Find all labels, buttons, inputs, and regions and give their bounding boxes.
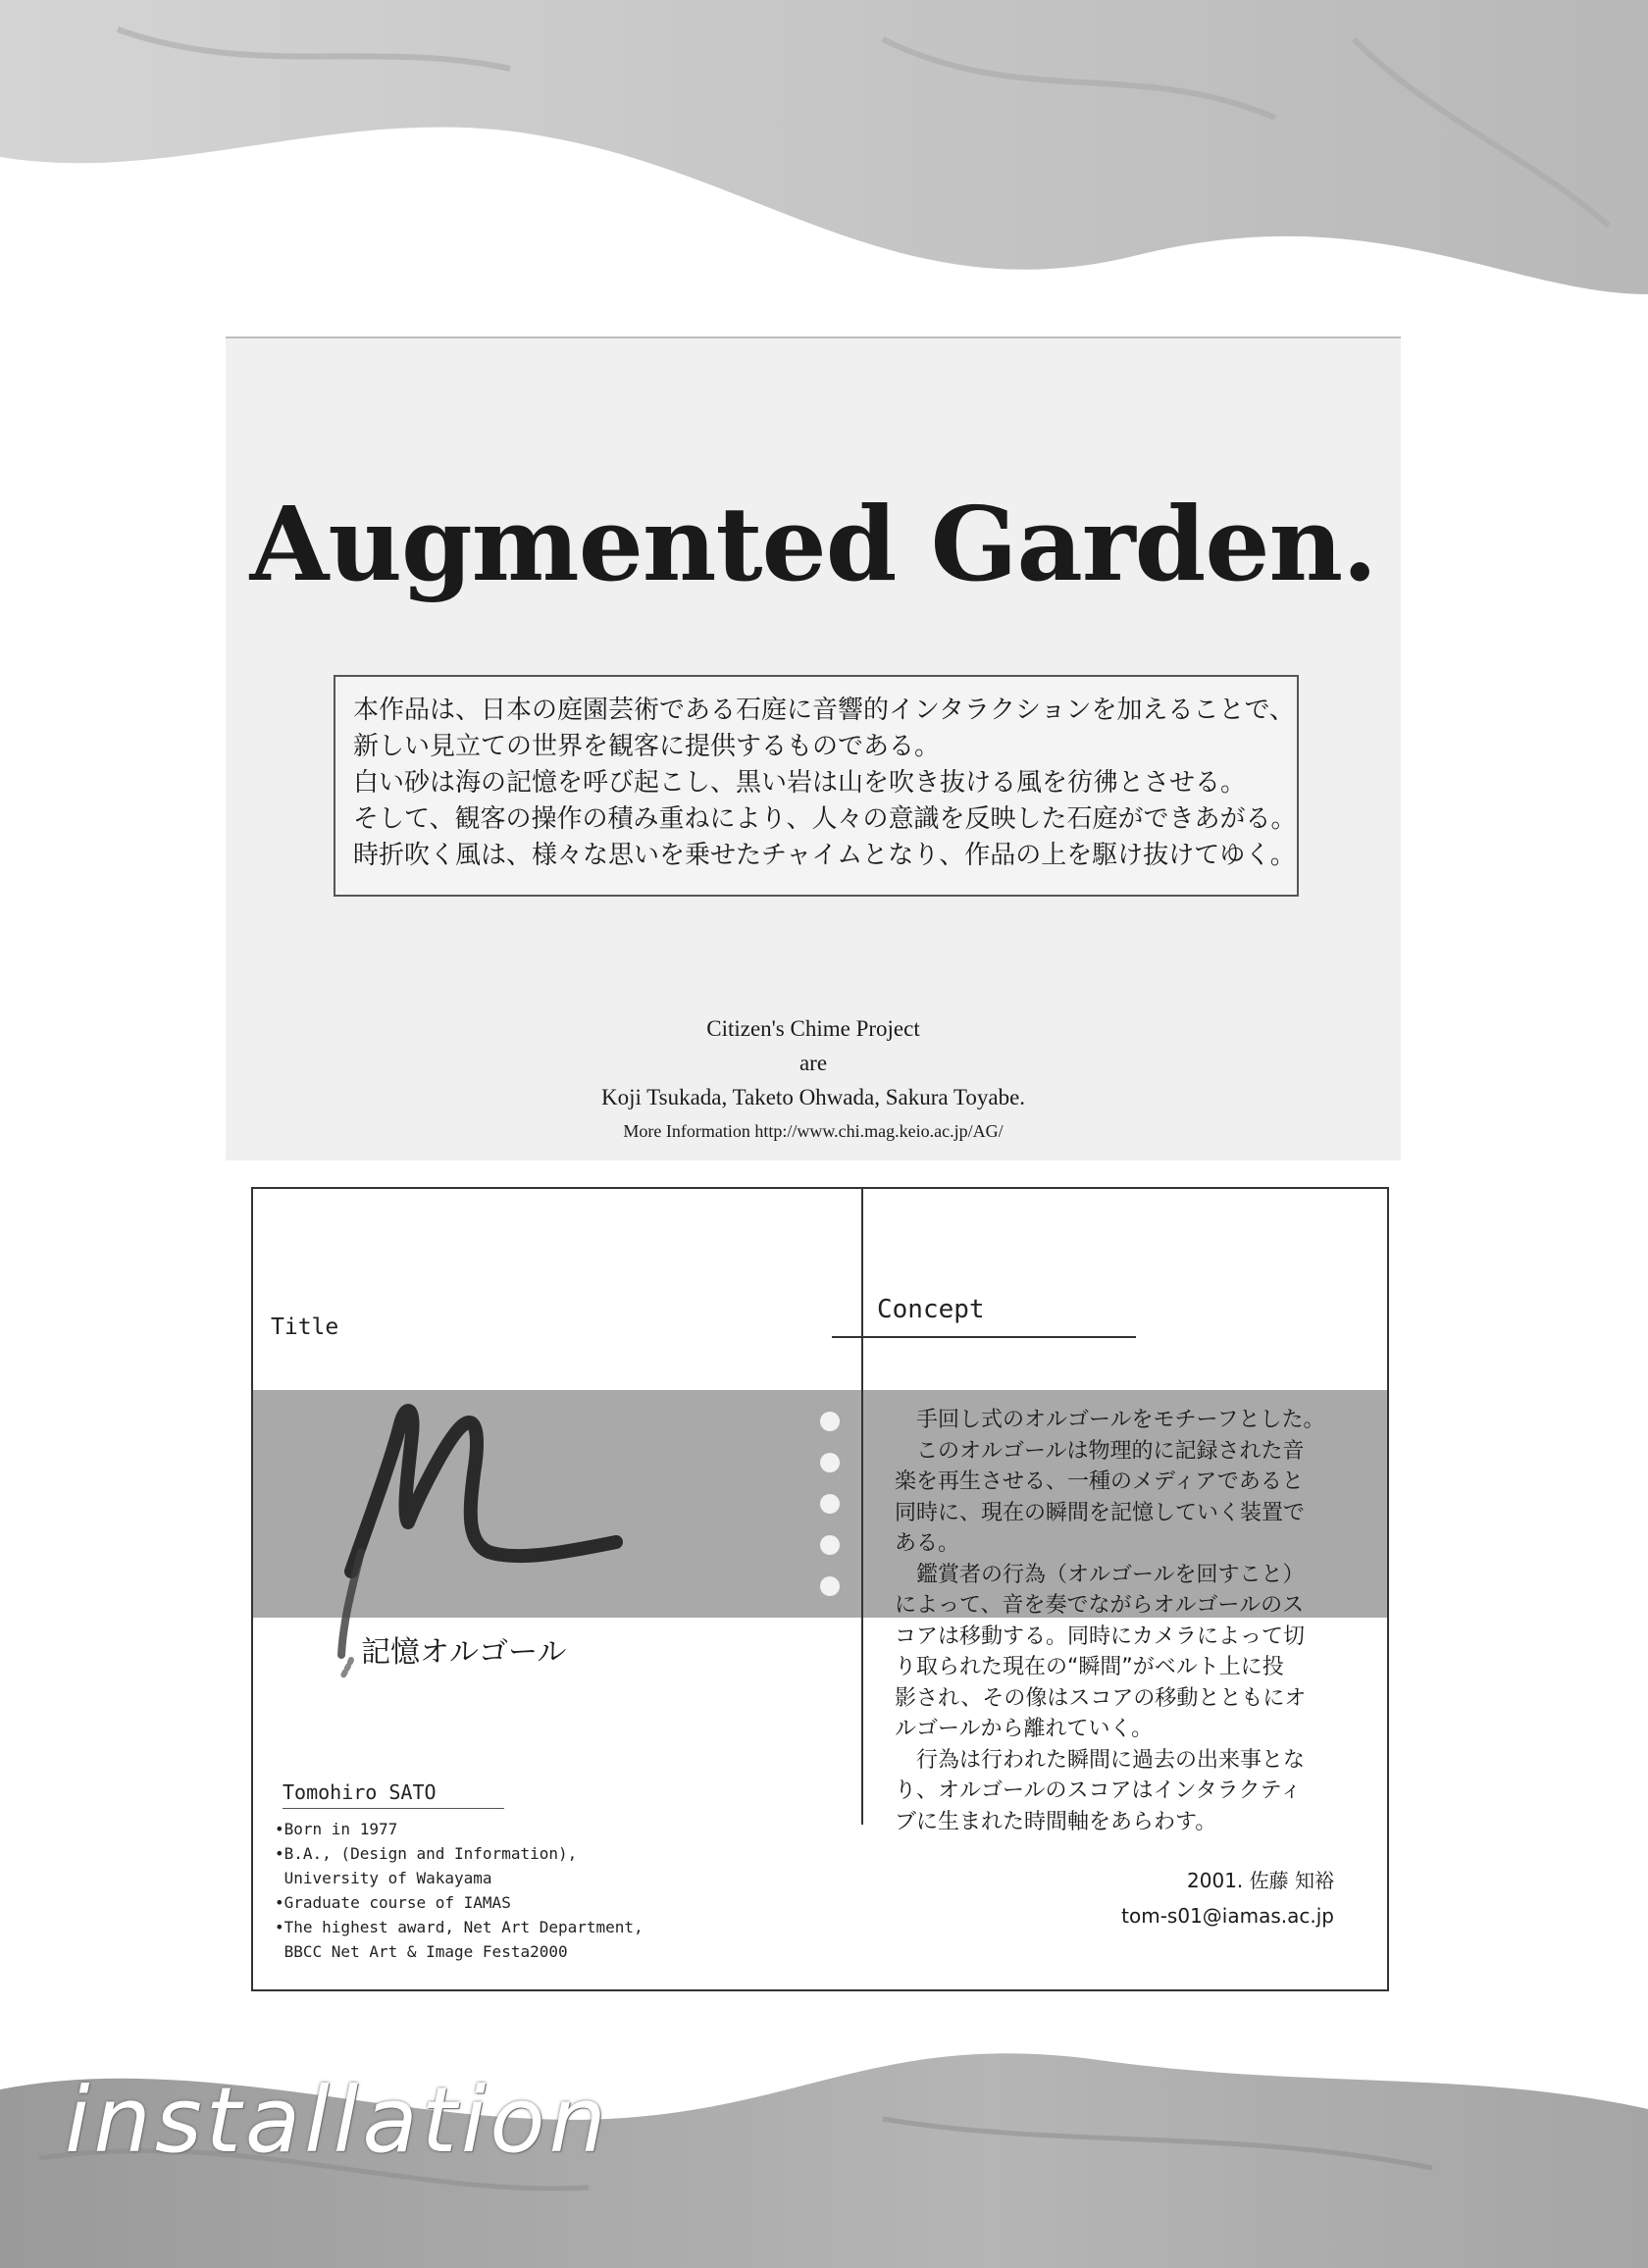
credits-members: Koji Tsukada, Taketo Ohwada, Sakura Toyabe. xyxy=(600,1085,1026,1109)
concept-line: ある。 xyxy=(895,1531,960,1556)
augmented-garden-credits xyxy=(226,1011,1401,1114)
column-divider xyxy=(861,1189,863,1825)
augmented-garden-title: Augmented Garden. xyxy=(249,484,1377,604)
description-line: そして、観客の操作の積み重ねにより、人々の意識を反映した石庭ができあがる。 xyxy=(353,804,1297,834)
work-title: 記憶オルゴール xyxy=(361,1635,567,1670)
concept-line: り、オルゴールのスコアはインタラクティ xyxy=(895,1778,1302,1803)
author-bio xyxy=(275,1817,644,1964)
augmented-garden-description xyxy=(334,675,1299,897)
author-name: Tomohiro SATO xyxy=(283,1780,504,1809)
signature-block xyxy=(1121,1863,1334,1933)
concept-line: ブに生まれた時間軸をあらわす。 xyxy=(895,1809,1217,1834)
description-line: 時折吹く風は、様々な思いを乗せたチャイムとなり、作品の上を駆け抜けてゆく。 xyxy=(353,841,1296,870)
bio-item: BBCC Net Art & Image Festa2000 xyxy=(275,1942,568,1961)
concept-line: 同時に、現在の瞬間を記憶していく装置で xyxy=(895,1500,1306,1525)
credits-connector: are xyxy=(798,1051,828,1075)
concept-line: このオルゴールは物理的に記録された音 xyxy=(895,1438,1305,1464)
concept-line: 手回し式のオルゴールをモチーフとした。 xyxy=(895,1408,1325,1432)
description-line: 本作品は、日本の庭園芸術である石庭に音響的インタラクションを加えることで、 xyxy=(353,696,1295,725)
author-email: tom-s01@iamas.ac.jp xyxy=(1121,1904,1334,1928)
section-label-installation: installation xyxy=(65,2068,610,2173)
bio-item: University of Wakayama xyxy=(275,1869,492,1887)
concept-line: り取られた現在の“瞬間”がベルト上に投 xyxy=(895,1655,1284,1679)
concept-label: Concept xyxy=(877,1295,985,1324)
concept-line: ルゴールから離れていく。 xyxy=(895,1717,1154,1741)
bio-item: •B.A., (Design and Information), xyxy=(275,1844,578,1863)
more-information-link: More Information http://www.chi.mag.keio.ac.jp/AG/ xyxy=(623,1121,1004,1141)
bio-item: •The highest award, Net Art Department, xyxy=(275,1918,644,1936)
concept-line: 影され、その像はスコアの移動とともにオ xyxy=(895,1685,1307,1711)
concept-text xyxy=(895,1405,1356,1837)
band-dot xyxy=(820,1576,840,1596)
concept-line: コアは移動する。同時にカメラによって切 xyxy=(895,1624,1306,1649)
bio-item: •Graduate course of IAMAS xyxy=(275,1893,511,1912)
band-dot xyxy=(820,1494,840,1514)
band-dot xyxy=(820,1453,840,1472)
concept-line: 鑑賞者の行為（オルゴールを回すこと） xyxy=(895,1562,1305,1587)
bio-item: •Born in 1977 xyxy=(275,1820,398,1838)
concept-line: 行為は行われた瞬間に過去の出来事とな xyxy=(895,1747,1306,1773)
concept-line: 楽を再生させる、一種のメディアであると xyxy=(895,1469,1304,1494)
band-dot xyxy=(820,1412,840,1431)
description-line: 白い砂は海の記憶を呼び起こし、黒い岩は山を吹き抜ける風を彷彿とさせる。 xyxy=(353,768,1247,798)
concept-line: によって、音を奏でながらオルゴールのス xyxy=(895,1593,1305,1618)
top-wave xyxy=(0,0,1648,294)
project-name: Citizen's Chime Project xyxy=(706,1016,920,1041)
augmented-garden-card xyxy=(226,336,1401,1160)
memory-orgel-card xyxy=(251,1187,1389,1991)
signature: 2001. 佐藤 知裕 xyxy=(1187,1869,1334,1892)
description-line: 新しい見立ての世界を観客に提供するものである。 xyxy=(353,732,941,761)
title-label: Title xyxy=(271,1314,339,1340)
concept-underline xyxy=(832,1336,1136,1338)
band-dot xyxy=(820,1535,840,1555)
